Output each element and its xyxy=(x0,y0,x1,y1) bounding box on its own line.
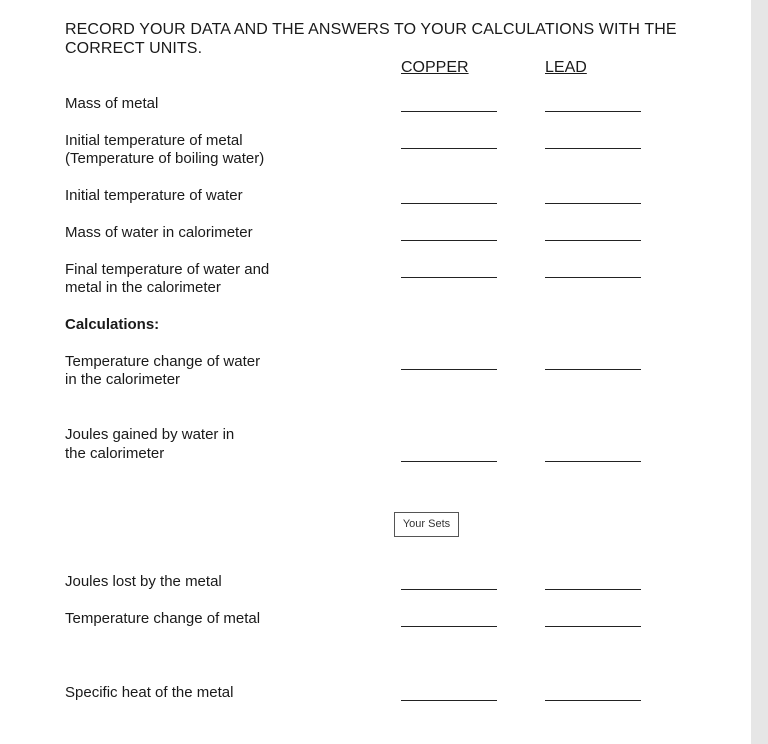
answer-line-copper-temp-change-metal[interactable] xyxy=(401,626,497,627)
label-temp-change-metal: Temperature change of metal xyxy=(65,610,261,627)
answer-line-lead-temp-change-metal[interactable] xyxy=(545,626,641,627)
vertical-scrollbar[interactable] xyxy=(751,0,768,744)
answer-line-copper-joules-lost[interactable] xyxy=(401,589,497,590)
answer-line-copper-mass-water[interactable] xyxy=(401,240,497,241)
label-final-temp-cont: metal in the calorimeter xyxy=(65,279,221,296)
answer-line-copper-mass-metal[interactable] xyxy=(401,111,497,112)
label-initial-temp-water: Initial temperature of water xyxy=(65,187,243,204)
answer-line-copper-final-temp[interactable] xyxy=(401,277,497,278)
label-joules-lost: Joules lost by the metal xyxy=(65,573,222,590)
answer-line-lead-initial-temp-water[interactable] xyxy=(545,203,641,204)
answer-line-lead-specific-heat[interactable] xyxy=(545,700,641,701)
label-joules-gained: Joules gained by water in xyxy=(65,426,235,443)
label-initial-temp-metal: Initial temperature of metal xyxy=(65,132,243,149)
column-header-copper: COPPER xyxy=(401,59,469,76)
calculations-heading: Calculations: xyxy=(65,316,160,333)
label-mass-of-metal: Mass of metal xyxy=(65,95,159,112)
label-mass-water: Mass of water in calorimeter xyxy=(65,224,253,241)
label-specific-heat: Specific heat of the metal xyxy=(65,684,234,701)
instructions-heading: RECORD YOUR DATA AND THE ANSWERS TO YOUR CALCULATIONS WITH THE CORRECT UNITS. xyxy=(65,21,677,57)
label-joules-gained-cont: the calorimeter xyxy=(65,445,165,462)
label-initial-temp-metal-note: (Temperature of boiling water) xyxy=(65,150,265,167)
answer-line-lead-final-temp[interactable] xyxy=(545,277,641,278)
answer-line-copper-joules-gained[interactable] xyxy=(401,461,497,462)
answer-line-lead-mass-water[interactable] xyxy=(545,240,641,241)
your-sets-button[interactable]: Your Sets xyxy=(394,512,459,537)
answer-line-copper-initial-temp-water[interactable] xyxy=(401,203,497,204)
answer-line-copper-temp-change-water[interactable] xyxy=(401,369,497,370)
label-temp-change-water-cont: in the calorimeter xyxy=(65,371,181,388)
answer-line-lead-joules-lost[interactable] xyxy=(545,589,641,590)
answer-line-copper-specific-heat[interactable] xyxy=(401,700,497,701)
answer-line-lead-joules-gained[interactable] xyxy=(545,461,641,462)
label-final-temp: Final temperature of water and xyxy=(65,261,270,278)
answer-line-lead-initial-temp-metal[interactable] xyxy=(545,148,641,149)
answer-line-copper-initial-temp-metal[interactable] xyxy=(401,148,497,149)
column-header-lead: LEAD xyxy=(545,59,587,76)
answer-line-lead-temp-change-water[interactable] xyxy=(545,369,641,370)
label-temp-change-water: Temperature change of water xyxy=(65,353,261,370)
answer-line-lead-mass-metal[interactable] xyxy=(545,111,641,112)
